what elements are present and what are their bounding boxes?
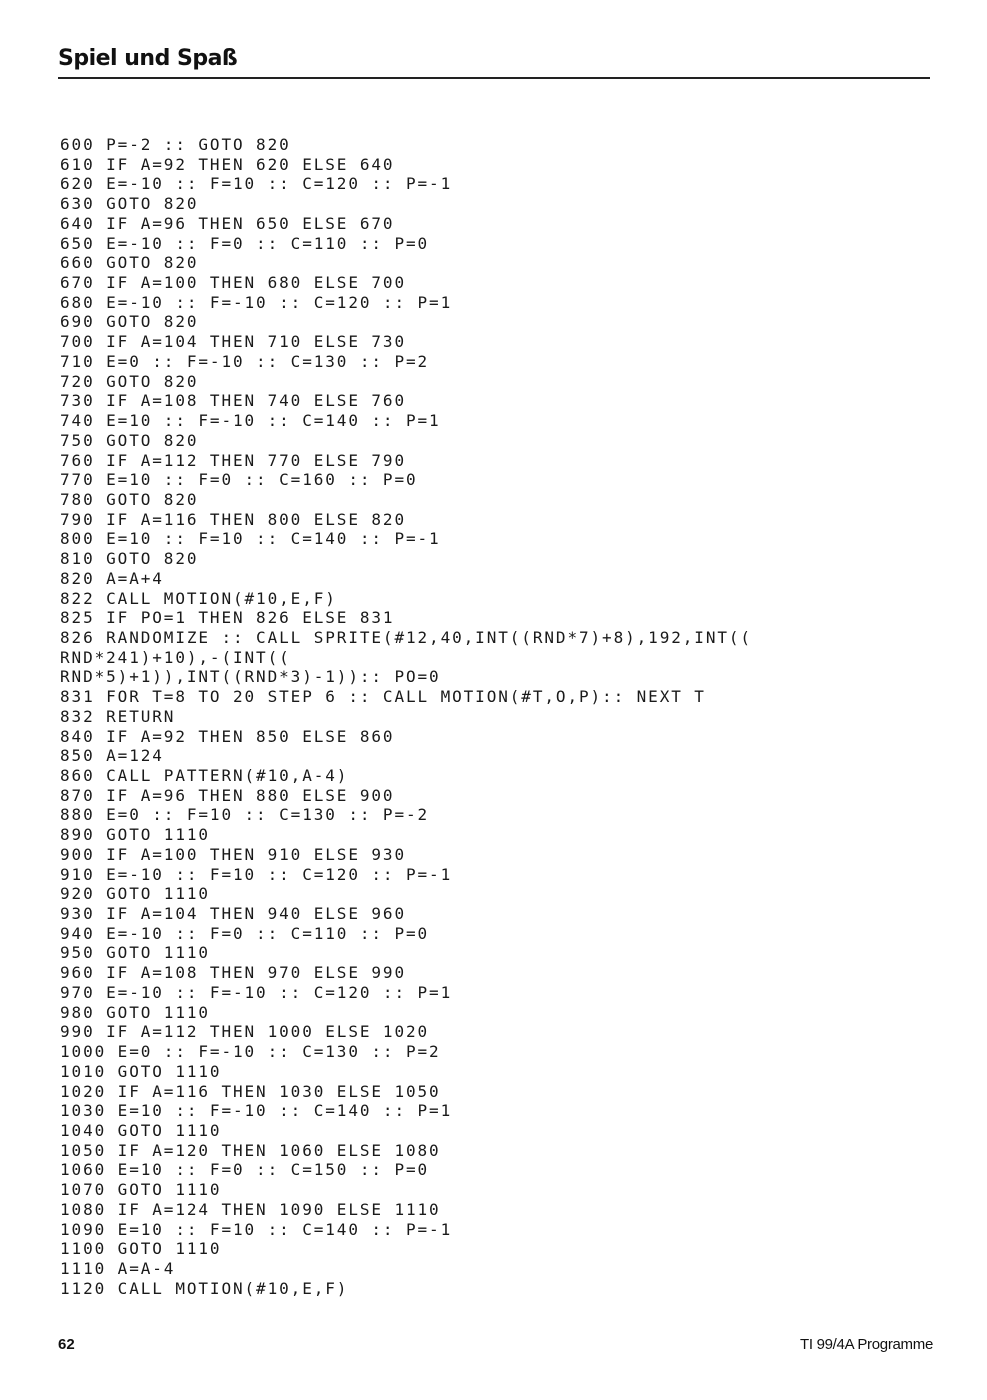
code-line: 920 GOTO 1110 bbox=[60, 884, 210, 904]
code-line: 690 GOTO 820 bbox=[60, 312, 199, 332]
code-line: 870 IF A=96 THEN 880 ELSE 900 bbox=[60, 785, 395, 805]
code-line: 600 P=-2 :: GOTO 820 bbox=[60, 135, 291, 154]
code-line: 880 E=0 :: F=10 :: C=130 :: P=-2 bbox=[60, 805, 430, 825]
code-line: 1120 CALL MOTION(#10,E,F) bbox=[60, 1278, 349, 1298]
code-line: 930 IF A=104 THEN 940 ELSE 960 bbox=[60, 904, 406, 924]
code-line: RND*241)+10),-(INT(( bbox=[60, 647, 291, 667]
code-line: 825 IF PO=1 THEN 826 ELSE 831 bbox=[60, 608, 395, 628]
code-line: 1010 GOTO 1110 bbox=[60, 1061, 222, 1081]
code-line: 730 IF A=108 THEN 740 ELSE 760 bbox=[60, 391, 406, 411]
code-line: 610 IF A=92 THEN 620 ELSE 640 bbox=[60, 154, 395, 174]
code-line: 860 CALL PATTERN(#10,A-4) bbox=[60, 766, 349, 785]
code-line: 700 IF A=104 THEN 710 ELSE 730 bbox=[60, 332, 406, 352]
code-line: 940 E=-10 :: F=0 :: C=110 :: P=0 bbox=[60, 923, 430, 943]
code-line: 790 IF A=116 THEN 800 ELSE 820 bbox=[60, 509, 406, 529]
code-line: 670 IF A=100 THEN 680 ELSE 700 bbox=[60, 273, 406, 293]
code-line: 1080 IF A=124 THEN 1090 ELSE 1110 bbox=[60, 1199, 441, 1219]
code-line: 822 CALL MOTION(#10,E,F) bbox=[60, 588, 337, 608]
code-line: 800 E=10 :: F=10 :: C=140 :: P=-1 bbox=[60, 529, 441, 549]
code-line: 850 A=124 bbox=[60, 746, 164, 766]
code-line: 890 GOTO 1110 bbox=[60, 825, 210, 845]
code-line: 820 A=A+4 bbox=[60, 568, 164, 588]
code-line: 990 IF A=112 THEN 1000 ELSE 1020 bbox=[60, 1022, 430, 1042]
code-line: 970 E=-10 :: F=-10 :: C=120 :: P=1 bbox=[60, 982, 453, 1002]
code-line: 840 IF A=92 THEN 850 ELSE 860 bbox=[60, 726, 395, 746]
book-title: TI 99/4A Programme bbox=[800, 1336, 933, 1353]
code-line: 1100 GOTO 1110 bbox=[60, 1239, 222, 1259]
code-line: 1090 E=10 :: F=10 :: C=140 :: P=-1 bbox=[60, 1219, 453, 1239]
code-line: 740 E=10 :: F=-10 :: C=140 :: P=1 bbox=[60, 411, 441, 431]
code-line: 910 E=-10 :: F=10 :: C=120 :: P=-1 bbox=[60, 864, 453, 884]
code-line: 650 E=-10 :: F=0 :: C=110 :: P=0 bbox=[60, 233, 430, 253]
code-line: 1000 E=0 :: F=-10 :: C=130 :: P=2 bbox=[60, 1042, 441, 1062]
code-line: 630 GOTO 820 bbox=[60, 194, 199, 214]
code-line: 832 RETURN bbox=[60, 706, 176, 726]
code-line: 831 FOR T=8 TO 20 STEP 6 :: CALL MOTION(#T,O,P):: NEXT T bbox=[60, 687, 706, 707]
code-line: 660 GOTO 820 bbox=[60, 253, 199, 273]
code-line: 780 GOTO 820 bbox=[60, 489, 199, 509]
code-line: 1030 E=10 :: F=-10 :: C=140 :: P=1 bbox=[60, 1101, 453, 1121]
header-rule bbox=[58, 77, 930, 79]
code-line: 770 E=10 :: F=0 :: C=160 :: P=0 bbox=[60, 470, 418, 490]
code-line: 760 IF A=112 THEN 770 ELSE 790 bbox=[60, 450, 406, 470]
code-line: 1020 IF A=116 THEN 1030 ELSE 1050 bbox=[60, 1081, 441, 1101]
code-listing bbox=[60, 135, 752, 1298]
code-line: 710 E=0 :: F=-10 :: C=130 :: P=2 bbox=[60, 351, 430, 371]
code-line: 826 RANDOMIZE :: CALL SPRITE(#12,40,INT((RND*7)+8),192,INT(( bbox=[60, 627, 752, 647]
code-line: 1050 IF A=120 THEN 1060 ELSE 1080 bbox=[60, 1140, 441, 1160]
code-line: 1110 A=A-4 bbox=[60, 1258, 176, 1278]
code-line: 720 GOTO 820 bbox=[60, 371, 199, 391]
code-line: 620 E=-10 :: F=10 :: C=120 :: P=-1 bbox=[60, 174, 453, 194]
code-line: 900 IF A=100 THEN 910 ELSE 930 bbox=[60, 844, 406, 864]
code-line: 810 GOTO 820 bbox=[60, 549, 199, 569]
code-line: 750 GOTO 820 bbox=[60, 430, 199, 450]
code-line: 640 IF A=96 THEN 650 ELSE 670 bbox=[60, 213, 395, 233]
code-line: 960 IF A=108 THEN 970 ELSE 990 bbox=[60, 963, 406, 983]
page-header-title: Spiel und Spaß bbox=[58, 46, 238, 71]
code-line: 1060 E=10 :: F=0 :: C=150 :: P=0 bbox=[60, 1160, 430, 1180]
code-line: RND*5)+1)),INT((RND*3)-1)):: PO=0 bbox=[60, 667, 441, 687]
page-number: 62 bbox=[58, 1336, 75, 1353]
code-line: 1070 GOTO 1110 bbox=[60, 1180, 222, 1200]
code-line: 950 GOTO 1110 bbox=[60, 943, 210, 963]
code-line: 680 E=-10 :: F=-10 :: C=120 :: P=1 bbox=[60, 292, 453, 312]
code-line: 1040 GOTO 1110 bbox=[60, 1120, 222, 1140]
code-line: 980 GOTO 1110 bbox=[60, 1002, 210, 1022]
